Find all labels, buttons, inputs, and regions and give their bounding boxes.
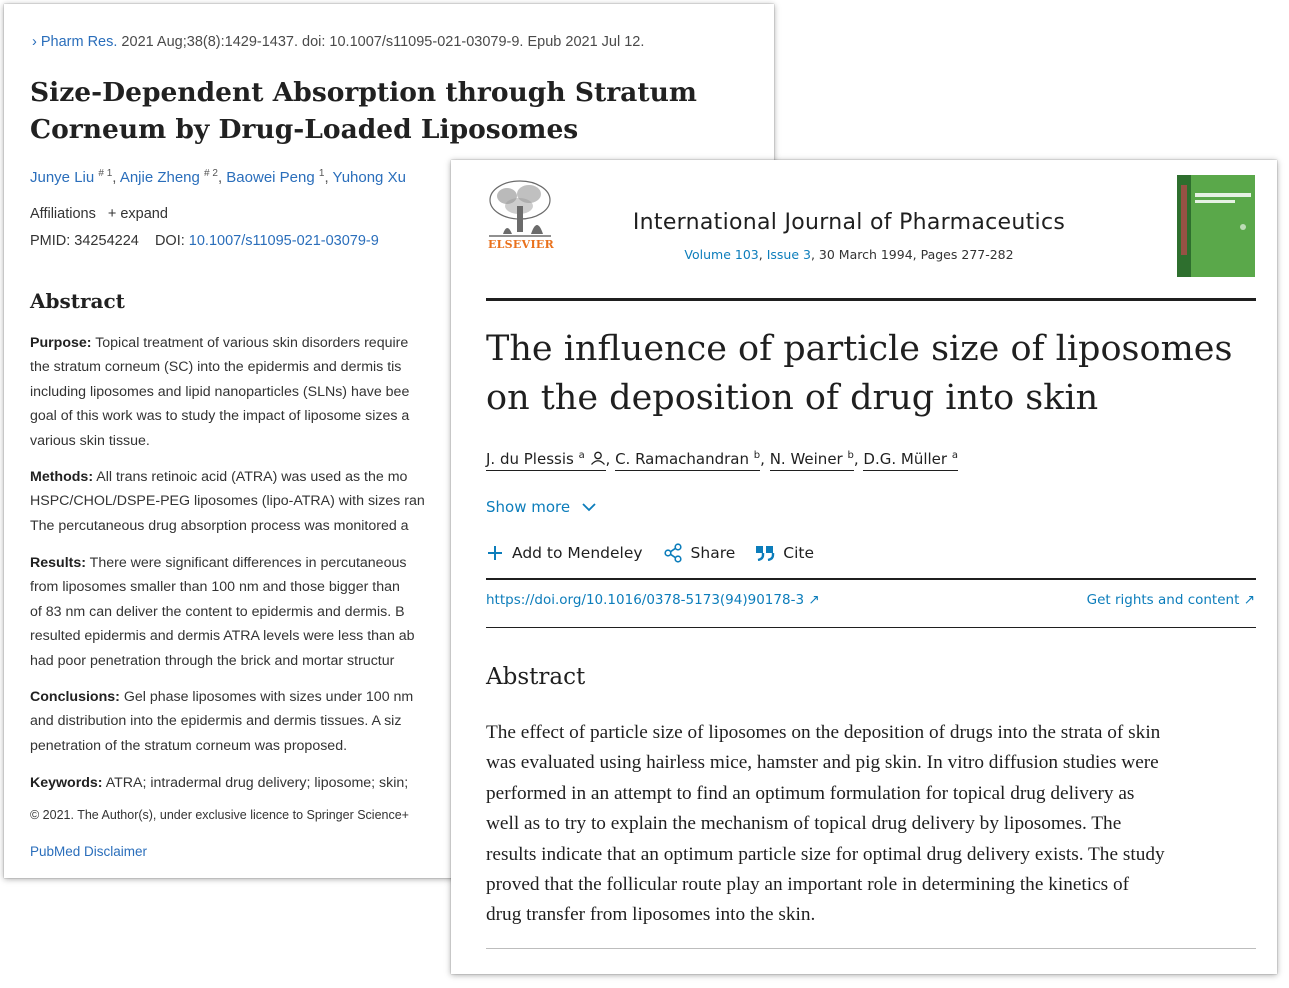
abstract-purpose bbox=[30, 331, 490, 453]
results-line: from liposomes smaller than 100 nm and those bigger than bbox=[30, 579, 400, 596]
author-link[interactable]: N. Weiner $^b$ bbox=[770, 450, 854, 471]
results-label: Results: bbox=[30, 555, 86, 571]
abstract-line: was evaluated using hairless mice, hamster and pig skin. In vitro diffusion studies were bbox=[486, 752, 1159, 774]
author-sup: # 2 bbox=[204, 168, 218, 179]
doi-divider bbox=[486, 627, 1256, 628]
pubmed-disclaimer-link[interactable]: PubMed Disclaimer bbox=[30, 844, 148, 859]
conclusions-line: penetration of the stratum corneum was proposed. bbox=[30, 737, 348, 754]
results-line: had poor penetration through the brick and mortar structur bbox=[30, 652, 395, 669]
volume-issue-line: Volume 103, Issue 3, 30 March 1994, Pages 277-282 bbox=[684, 247, 1014, 262]
methods-line: The percutaneous drug absorption process was monitored a bbox=[30, 517, 409, 534]
plus-icon: + bbox=[107, 206, 117, 222]
chevron-right-icon: › bbox=[32, 34, 37, 50]
conclusions-label: Conclusions: bbox=[30, 689, 120, 705]
journal-title[interactable]: International Journal of Pharmaceutics bbox=[632, 210, 1066, 235]
author-link[interactable]: Junye Liu bbox=[30, 169, 95, 186]
abstract-heading: Abstract bbox=[486, 664, 586, 690]
actions-divider bbox=[486, 578, 1256, 580]
journal-link[interactable]: Pharm Res. bbox=[40, 34, 118, 50]
author-link[interactable]: Baowei Peng bbox=[226, 169, 315, 186]
results-line: resulted epidermis and dermis ATRA levels were less than ab bbox=[30, 628, 415, 645]
article-title: Size-Dependent Absorption through Stratum Corneum by Drug-Loaded Liposomes bbox=[30, 77, 697, 145]
header-divider bbox=[486, 298, 1256, 301]
abstract-line: drug transfer from liposomes into the skin. bbox=[486, 904, 816, 926]
abstract-line: performed in an attempt to find an optimum formulation for topical drug delivery as bbox=[486, 782, 1135, 804]
conclusions-line: Gel phase liposomes with sizes under 100 nm bbox=[123, 689, 414, 705]
cite-label: Cite bbox=[783, 544, 815, 562]
purpose-line: including liposomes and lipid nanoparticles (SLNs) have bee bbox=[30, 383, 410, 400]
add-to-mendeley-button[interactable] bbox=[486, 544, 643, 562]
purpose-line: Topical treatment of various skin disorders require bbox=[95, 335, 409, 351]
author-sup: 1 bbox=[318, 168, 325, 179]
keywords-text: ATRA; intradermal drug delivery; liposome; skin; bbox=[105, 775, 409, 791]
methods-label: Methods: bbox=[30, 469, 94, 485]
author-list: Junye Liu $^{\# 1}$, Anjie Zheng $^{\# 2}$, Baowei Peng $^1$, Yuhong Xu bbox=[30, 168, 406, 186]
author-sup: b bbox=[753, 450, 761, 461]
author-sup: a bbox=[951, 450, 958, 461]
issue-link[interactable]: Issue 3 bbox=[766, 247, 811, 262]
affiliations-label: Affiliations bbox=[30, 206, 96, 222]
show-more-label: Show more bbox=[486, 498, 571, 516]
purpose-line: the stratum corneum (SC) into the epidermis and dermis tis bbox=[30, 359, 402, 376]
methods-line: HSPC/CHOL/DSPE-PEG liposomes (lipo-ATRA) with sizes ran bbox=[30, 493, 425, 510]
purpose-line: various skin tissue. bbox=[30, 432, 150, 449]
citation-details: 2021 Aug;38(8):1429-1437. doi: 10.1007/s11095-021-03079-9. Epub 2021 Jul 12. bbox=[117, 34, 645, 50]
doi-link[interactable]: 10.1007/s11095-021-03079-9 bbox=[188, 233, 379, 249]
author-sup: b bbox=[847, 450, 854, 461]
chevron-down-icon bbox=[581, 502, 597, 512]
abstract-line: The effect of particle size of liposomes on the deposition of drugs into the strata of skin bbox=[486, 722, 1161, 743]
author-link[interactable]: Yuhong Xu bbox=[332, 169, 406, 186]
elsevier-article-card bbox=[451, 160, 1277, 974]
results-line: of 83 nm can deliver the content to epidermis and dermis. B bbox=[30, 603, 405, 620]
article-actions bbox=[486, 543, 834, 563]
cite-button[interactable] bbox=[755, 544, 814, 562]
doi-label: DOI: bbox=[154, 233, 185, 249]
share-button[interactable] bbox=[663, 543, 736, 563]
author-list: J. du Plessis $^a$ , C. Ramachandran $^b$, N. Weiner $^b$, D.G. Müller $^a$ bbox=[486, 450, 958, 468]
abstract-heading: Abstract bbox=[30, 289, 125, 313]
abstract-text bbox=[486, 718, 1260, 931]
abstract-line: proved that the follicular route play an important role in determining the kinetics of bbox=[486, 874, 1130, 896]
abstract-divider bbox=[486, 948, 1256, 949]
results-line: There were significant differences in percutaneous bbox=[89, 555, 407, 571]
copyright-notice: © 2021. The Author(s), under exclusive licence to Springer Science+ bbox=[30, 808, 409, 822]
share-label: Share bbox=[690, 544, 736, 562]
external-link-icon: ↗ bbox=[1243, 592, 1255, 608]
keywords-row bbox=[30, 771, 490, 795]
abstract-line: results indicate that an optimum particle size for optimal drug delivery exists. The study bbox=[486, 843, 1165, 865]
plus-icon bbox=[486, 544, 504, 562]
quote-icon bbox=[755, 545, 775, 561]
article-title: The influence of particle size of liposomes on the deposition of drug into skin bbox=[486, 329, 1233, 418]
expand-affiliations-button[interactable] bbox=[108, 206, 168, 222]
author-link[interactable]: Anjie Zheng bbox=[119, 169, 200, 186]
citation-line bbox=[32, 34, 644, 50]
date-pages: , 30 March 1994, Pages 277-282 bbox=[810, 247, 1014, 262]
methods-line: All trans retinoic acid (ATRA) was used as the mo bbox=[96, 469, 408, 485]
abstract-line: well as to try to explain the mechanism of topical drug delivery by liposomes. The bbox=[486, 813, 1122, 835]
author-sup: # 1 bbox=[98, 168, 113, 179]
pmid: PMID: 34254224 bbox=[30, 233, 139, 249]
volume-link[interactable]: Volume 103 bbox=[684, 247, 759, 262]
external-link-icon: ↗ bbox=[808, 592, 820, 608]
author-sup: a bbox=[578, 450, 585, 461]
get-rights-link[interactable]: Get rights and content ↗ bbox=[1086, 592, 1255, 608]
abstract-results bbox=[30, 551, 490, 673]
affiliations-row bbox=[30, 206, 168, 222]
elsevier-wordmark: ELSEVIER bbox=[487, 238, 555, 251]
add-to-mendeley-label: Add to Mendeley bbox=[512, 544, 643, 562]
author-link[interactable]: J. du Plessis $^a$ bbox=[486, 450, 606, 471]
author-link[interactable]: C. Ramachandran $^b$ bbox=[615, 450, 760, 471]
doi-link[interactable]: https://doi.org/10.1016/0378-5173(94)90178-3 ↗ bbox=[486, 592, 820, 608]
author-link[interactable]: D.G. Müller $^a$ bbox=[863, 450, 958, 471]
purpose-label: Purpose: bbox=[30, 335, 92, 351]
keywords-label: Keywords: bbox=[30, 775, 103, 791]
abstract-methods bbox=[30, 465, 490, 538]
abstract-conclusions bbox=[30, 685, 490, 758]
share-icon bbox=[663, 543, 683, 563]
identifiers-row bbox=[30, 233, 379, 249]
show-more-button[interactable] bbox=[486, 498, 597, 516]
journal-cover-thumbnail[interactable] bbox=[1177, 175, 1255, 277]
expand-label: expand bbox=[120, 206, 168, 222]
person-icon bbox=[590, 451, 606, 465]
purpose-line: goal of this work was to study the impact of liposome sizes a bbox=[30, 408, 410, 425]
conclusions-line: and distribution into the epidermis and dermis tissues. A siz bbox=[30, 713, 402, 730]
